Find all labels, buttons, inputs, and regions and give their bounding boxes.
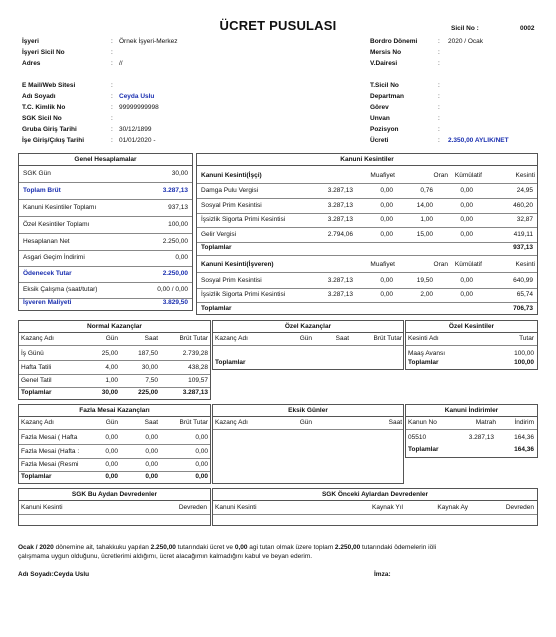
header-colon: : xyxy=(111,126,113,133)
normal-cell: 30,00 xyxy=(141,364,158,371)
ozel-kazanclar-box xyxy=(212,320,404,370)
ozel-kesinti-col-header: Kesinti Adı xyxy=(408,335,439,342)
genel-row xyxy=(19,238,192,249)
kanuni-col-header: Kesinti xyxy=(515,172,535,179)
header-colon: : xyxy=(438,115,440,122)
divider xyxy=(197,272,537,273)
fazla-title: Fazla Mesai Kazançları xyxy=(19,405,210,417)
fazla-col-header: Saat xyxy=(144,419,158,426)
normal-cell: 438,28 xyxy=(188,364,208,371)
genel-row-label: Kanuni Kesintiler Toplamı xyxy=(23,204,97,211)
kanuni-row-value: 2.794,06 xyxy=(327,231,353,238)
genel-row xyxy=(19,270,192,281)
kanuni-row-value: 0,00 xyxy=(380,216,393,223)
divider xyxy=(19,374,210,375)
signature-label: İmza: xyxy=(374,571,391,578)
kanuni-row-value: 0,00 xyxy=(460,202,473,209)
fazla-total-cell: 0,00 xyxy=(105,473,118,480)
eksik-col-header: Gün xyxy=(299,419,312,426)
divider xyxy=(213,514,537,515)
kanuni-total-label: Toplamlar xyxy=(201,244,232,251)
header-left-label: İşyeri Sicil No xyxy=(22,49,65,56)
divider xyxy=(406,429,537,430)
declaration-line-1: Ocak / 2020 dönemine ait, tahakkuku yapılan 2.250,00 tutarındaki ücret ve 0,00 agi tutarı olmak üzere toplam 2.250,00 tutarındaki ödemelerin iöli xyxy=(18,544,437,551)
normal-total-cell: Toplamlar xyxy=(21,389,52,396)
divider xyxy=(197,302,537,303)
header-colon: : xyxy=(438,60,440,67)
fazla-cell: 0,00 xyxy=(105,461,118,468)
fazla-cell: 0,00 xyxy=(105,434,118,441)
kanuni-row-value: 0,00 xyxy=(380,291,393,298)
kanuni-row-label: İşsizlik Sigorta Primi Kesintisi xyxy=(201,291,286,298)
fazla-col-header: Kazanç Adı xyxy=(21,419,54,426)
ozel-kazanc-title: Özel Kazançlar xyxy=(213,321,403,333)
kanuni-row-label: İşsizlik Sigorta Primi Kesintisi xyxy=(201,216,286,223)
fazla-cell: 0,00 xyxy=(145,461,158,468)
divider xyxy=(19,250,192,251)
kanuni-total-label: Toplamlar xyxy=(201,305,232,312)
normal-cell: Hafta Tatili xyxy=(21,364,52,371)
kanuni-row-value: 3.287,13 xyxy=(327,216,353,223)
ozel-kesinti-cell: Maaş Avansı xyxy=(408,350,446,357)
header-colon: : xyxy=(111,104,113,111)
divider xyxy=(406,345,537,346)
kanuni-row-value: 1,00 xyxy=(420,216,433,223)
indirim-cell: 164,36 xyxy=(514,434,534,441)
fazla-cell: 0,00 xyxy=(195,461,208,468)
normal-total-cell: 30,00 xyxy=(101,389,118,396)
indirim-cell: 3.287,13 xyxy=(468,434,494,441)
header-right-value: 2020 / Ocak xyxy=(448,38,484,45)
header-right-label: Mersis No xyxy=(370,49,402,56)
header-left-value: 01/01/2020 - xyxy=(119,137,156,144)
genel-row-label: Hesaplanan Net xyxy=(23,238,70,245)
genel-row-value: 100,00 xyxy=(168,221,188,228)
sicil-no-value: 0002 xyxy=(520,25,535,32)
kanuni-row-value: 3.287,13 xyxy=(327,277,353,284)
divider xyxy=(197,198,537,199)
ozel-kesinti-cell: 100,00 xyxy=(514,350,534,357)
header-left-label: E Mail/Web Sitesi xyxy=(22,82,76,89)
kanuni-row-value: 460,20 xyxy=(513,202,533,209)
header-left-label: İşe Giriş/Çıkış Tarihi xyxy=(22,137,85,144)
fazla-mesai-box xyxy=(18,404,211,484)
divider xyxy=(19,266,192,267)
normal-cell: İş Günü xyxy=(21,350,44,357)
genel-row-value: 0,00 / 0,00 xyxy=(157,286,188,293)
kanuni-row-label: Sosyal Prim Kesintisi xyxy=(201,202,262,209)
header-right-label: Departman xyxy=(370,93,404,100)
kanuni-total-value: 937,13 xyxy=(513,244,533,251)
header-colon: : xyxy=(438,38,440,45)
kanuni-col-header: Kümülatif xyxy=(454,172,482,179)
genel-row xyxy=(19,170,192,181)
kanuni-row-value: 3.287,13 xyxy=(327,202,353,209)
genel-row xyxy=(19,204,192,215)
kanuni-row-value: 3.287,13 xyxy=(327,187,353,194)
normal-cell: 1,00 xyxy=(105,377,118,384)
header-colon: : xyxy=(438,126,440,133)
header-left-label: Adı Soyadı xyxy=(22,93,56,100)
header-left-value: 99999999998 xyxy=(119,104,159,111)
normal-col-header: Saat xyxy=(144,335,158,342)
kanuni-total-value: 706,73 xyxy=(513,305,533,312)
genel-row-value: 0,00 xyxy=(175,254,188,261)
header-left-label: T.C. Kimlik No xyxy=(22,104,66,111)
eksik-col-header: Kazanç Adı xyxy=(215,419,248,426)
header-colon: : xyxy=(111,137,113,144)
header-colon: : xyxy=(438,137,440,144)
fazla-col-header: Gün xyxy=(105,419,118,426)
normal-total-cell: 225,00 xyxy=(138,389,158,396)
normal-kazanclar-box xyxy=(18,320,211,400)
divider xyxy=(19,345,210,346)
genel-row-value: 3.829,50 xyxy=(162,299,188,306)
genel-row xyxy=(19,299,192,310)
eksik-col-header: Saat xyxy=(388,419,402,426)
indirim-total-value: 164,36 xyxy=(514,446,534,453)
kanuni-row-value: 419,11 xyxy=(513,231,533,238)
sgk-onceki-col-header: Kaynak Ay xyxy=(437,504,468,511)
ozel_kazanc-col-header: Kazanç Adı xyxy=(215,335,248,342)
normal-cell: 7,50 xyxy=(145,377,158,384)
fazla-cell: 0,00 xyxy=(195,448,208,455)
header-colon: : xyxy=(111,115,113,122)
kanuni-row-value: 0,00 xyxy=(380,202,393,209)
normal-cell: 187,50 xyxy=(138,350,158,357)
kanuni-row-value: 14,00 xyxy=(416,202,433,209)
genel-row xyxy=(19,286,192,297)
header-right-label: T.Sicil No xyxy=(370,82,399,89)
kanuni-row-value: 0,00 xyxy=(460,291,473,298)
genel-row-value: 937,13 xyxy=(168,204,188,211)
genel-row-value: 3.287,13 xyxy=(162,187,188,194)
page-title: ÜCRET PUSULASI xyxy=(219,18,337,33)
indirim-title: Kanuni İndirimler xyxy=(406,405,537,417)
fazla-total-cell: 0,00 xyxy=(145,473,158,480)
indirim-total-label: Toplamlar xyxy=(408,446,439,453)
sgk-onceki-title: SGK Önceki Aylardan Devredenler xyxy=(213,489,537,501)
header-left-label: Gruba Giriş Tarihi xyxy=(22,126,77,133)
genel-row-label: Ödenecek Tutar xyxy=(23,270,72,277)
kanuni-col-header: Kesinti xyxy=(515,261,535,268)
ozel_kazanc-col-header: Gün xyxy=(299,335,312,342)
genel-row-value: 30,00 xyxy=(171,170,188,177)
ozel-kesinti-col-header: Tutar xyxy=(519,335,534,342)
header-right-label: Pozisyon xyxy=(370,126,399,133)
ozel-kesinti-title: Özel Kesintiler xyxy=(406,321,537,333)
indirim-col-header: Kanun No xyxy=(408,419,437,426)
declaration-line-2: çalışmama uygun olduğunu, ücretlerimi aldığımı, ücret alacağımın kalmadığını kabul ve beyan ederim. xyxy=(18,553,313,560)
normal-cell: Genel Tatil xyxy=(21,377,52,384)
kanuni-kesintiler-box xyxy=(196,153,538,315)
fazla-cell: 0,00 xyxy=(195,434,208,441)
header-colon: : xyxy=(111,60,113,67)
divider xyxy=(19,360,210,361)
normal-total-cell: 3.287,13 xyxy=(182,389,208,396)
normal-col-header: Kazanç Adı xyxy=(21,335,54,342)
header-left-label: SGK Sicil No xyxy=(22,115,62,122)
divider xyxy=(213,429,403,430)
kanuni-row-value: 15,00 xyxy=(416,231,433,238)
kanuni-row-value: 19,50 xyxy=(416,277,433,284)
divider xyxy=(19,233,192,234)
ozel-kesinti-total-value: 100,00 xyxy=(514,359,534,366)
genel-row xyxy=(19,187,192,198)
indirim-col-header: Matrah xyxy=(475,419,496,426)
sicil-no-label: Sicil No : xyxy=(451,25,479,32)
divider xyxy=(197,255,537,256)
fazla-cell: 0,00 xyxy=(145,448,158,455)
divider xyxy=(19,387,210,388)
kanuni-row-value: 0,00 xyxy=(380,187,393,194)
kanuni-indirimler-box xyxy=(405,404,538,458)
ozel_kazanc-col-header: Brüt Tutar xyxy=(373,335,402,342)
sgk-bu-aydan-box xyxy=(18,488,211,526)
normal-cell: 109,57 xyxy=(188,377,208,384)
kanuni-row-value: 0,00 xyxy=(380,231,393,238)
header-colon: : xyxy=(111,49,113,56)
kanuni-col-header: Oran xyxy=(433,172,448,179)
header-colon: : xyxy=(438,82,440,89)
fazla-col-header: Brüt Tutar xyxy=(179,419,208,426)
normal-cell: 25,00 xyxy=(101,350,118,357)
divider xyxy=(197,213,537,214)
kanuni-col-header: Kümülatif xyxy=(454,261,482,268)
sgk-onceki-box xyxy=(212,488,538,526)
kanuni-row-value: 0,00 xyxy=(460,187,473,194)
header-colon: : xyxy=(438,104,440,111)
genel-row-label: İşveren Maliyeti xyxy=(23,299,72,306)
header-left-value: Ceyda Uslu xyxy=(119,93,155,100)
genel-row-label: Eksik Çalışma (saat/tutar) xyxy=(23,286,98,293)
genel-row-value: 2.250,00 xyxy=(162,270,188,277)
fazla-cell: Fazla Mesai (Hafta : xyxy=(21,448,80,455)
kanuni-col-header: Muafiyet xyxy=(370,172,395,179)
ozel_kazanc-col-header: Saat xyxy=(335,335,349,342)
kanuni-row-value: 3.287,13 xyxy=(327,291,353,298)
kanuni-row-label: Gelir Vergisi xyxy=(201,231,237,238)
ozel-kesinti-total-label: Toplamlar xyxy=(408,359,439,366)
normal-cell: 4,00 xyxy=(105,364,118,371)
ozel-kesintiler-box xyxy=(405,320,538,370)
header-left-value: Örnek İşyeri-Merkez xyxy=(119,38,178,45)
header-right-label: V.Dairesi xyxy=(370,60,398,67)
fazla-cell: Fazla Mesai ( Hafta xyxy=(21,434,78,441)
divider xyxy=(19,444,210,445)
genel-row-value: 2.250,00 xyxy=(162,238,188,245)
header-colon: : xyxy=(438,93,440,100)
genel-title: Genel Hesaplamalar xyxy=(19,154,192,166)
header-right-label: Ücreti xyxy=(370,137,389,144)
sgk-onceki-col-header: Kanuni Kesinti xyxy=(215,504,257,511)
kanuni-row-value: 2,00 xyxy=(420,291,433,298)
divider xyxy=(19,471,210,472)
divider xyxy=(19,182,192,183)
divider xyxy=(19,216,192,217)
header-right-label: Bordro Dönemi xyxy=(370,38,418,45)
sgk-bu-col-header: Devreden xyxy=(178,504,207,511)
genel-row-label: Asgari Geçim İndirimi xyxy=(23,254,85,261)
kanuni-row-value: 0,76 xyxy=(420,187,433,194)
header-left-label: Adres xyxy=(22,60,41,67)
kanuni-title: Kanuni Kesintiler xyxy=(197,154,537,166)
kanuni-row-label: Damga Pulu Vergisi xyxy=(201,187,259,194)
genel-hesaplamalar-box xyxy=(18,153,193,311)
kanuni-col-header: Oran xyxy=(433,261,448,268)
fazla-total-cell: Toplamlar xyxy=(21,473,52,480)
kanuni-row-value: 24,95 xyxy=(516,187,533,194)
genel-row-label: SGK Gün xyxy=(23,170,51,177)
header-colon: : xyxy=(111,38,113,45)
fazla-total-cell: 0,00 xyxy=(195,473,208,480)
sgk-bu-title: SGK Bu Aydan Devredenler xyxy=(19,489,210,501)
sgk-onceki-col-header: Devreden xyxy=(505,504,534,511)
header-left-label: İşyeri xyxy=(22,38,39,45)
kanuni-row-value: 0,00 xyxy=(460,277,473,284)
divider xyxy=(197,227,537,228)
kanuni-section-title: Kanuni Kesinti(İşveren) xyxy=(201,261,274,268)
kanuni-section-title: Kanuni Kesinti(İşçi) xyxy=(201,172,262,179)
header-colon: : xyxy=(438,49,440,56)
sgk-bu-col-header: Kanuni Kesinti xyxy=(21,504,63,511)
genel-row-label: Toplam Brüt xyxy=(23,187,61,194)
divider xyxy=(19,458,210,459)
divider xyxy=(197,183,537,184)
header-right-label: Unvan xyxy=(370,115,390,122)
header-left-value: // xyxy=(119,60,123,67)
sgk-onceki-col-header: Kaynak Yıl xyxy=(372,504,403,511)
kanuni-row-value: 640,99 xyxy=(513,277,533,284)
fazla-cell: Fazla Mesai (Resmi xyxy=(21,461,79,468)
indirim-cell: 05510 xyxy=(408,434,427,441)
kanuni-row-value: 0,00 xyxy=(460,216,473,223)
kanuni-row-value: 0,00 xyxy=(460,231,473,238)
normal-title: Normal Kazançlar xyxy=(19,321,210,333)
header-colon: : xyxy=(111,93,113,100)
divider xyxy=(19,514,210,515)
fazla-cell: 0,00 xyxy=(145,434,158,441)
indirim-col-header: İndirim xyxy=(514,419,534,426)
divider xyxy=(197,288,537,289)
fazla-cell: 0,00 xyxy=(105,448,118,455)
kanuni-row-label: Sosyal Prim Kesintisi xyxy=(201,277,262,284)
normal-col-header: Gün xyxy=(105,335,118,342)
kanuni-row-value: 0,00 xyxy=(380,277,393,284)
genel-row xyxy=(19,254,192,265)
divider xyxy=(213,345,403,346)
divider xyxy=(19,199,192,200)
normal-col-header: Brüt Tutar xyxy=(179,335,208,342)
genel-row xyxy=(19,221,192,232)
divider xyxy=(19,429,210,430)
header-colon: : xyxy=(111,82,113,89)
header-left-value: 30/12/1899 xyxy=(119,126,152,133)
eksik-gunler-box xyxy=(212,404,404,484)
signer-name: Adı Soyadı:Ceyda Uslu xyxy=(18,571,90,578)
kanuni-row-value: 32,87 xyxy=(516,216,533,223)
eksik-title: Eksik Günler xyxy=(213,405,403,417)
normal-cell: 2.739,28 xyxy=(182,350,208,357)
kanuni-col-header: Muafiyet xyxy=(370,261,395,268)
ozel_kazanc-total-label: Toplamlar xyxy=(215,359,246,366)
header-right-label: Görev xyxy=(370,104,389,111)
kanuni-row-value: 65,74 xyxy=(516,291,533,298)
divider xyxy=(197,242,537,243)
genel-row-label: Özel Kesintiler Toplamı xyxy=(23,221,90,228)
divider xyxy=(19,282,192,283)
header-right-value: 2.350,00 AYLIK/NET xyxy=(448,137,509,144)
